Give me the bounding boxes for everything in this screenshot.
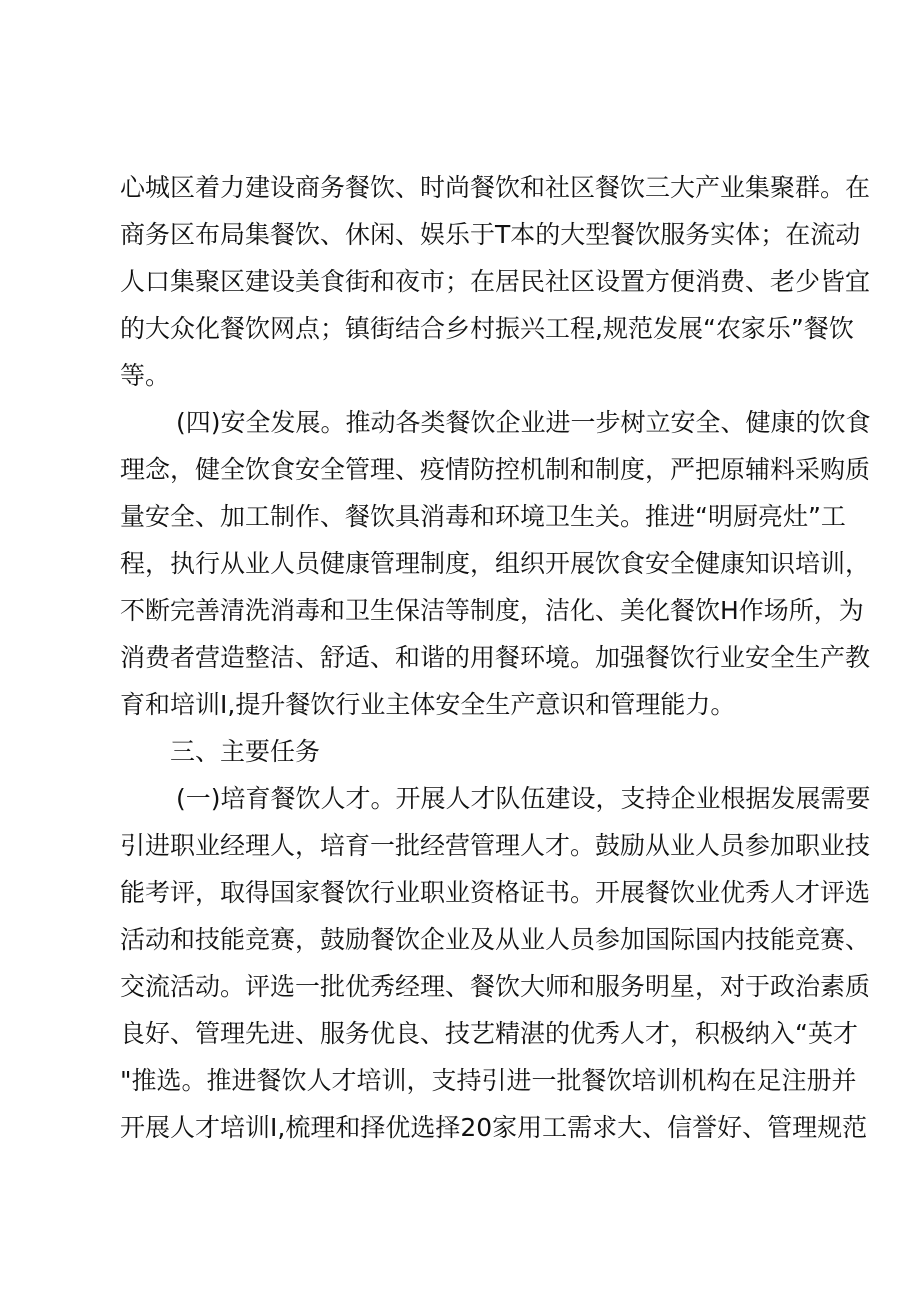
section-heading-line: (四)安全发展。推动各类餐饮企业进一步树立安全、健康的饮食 — [176, 408, 871, 437]
body-line: 量安全、加工制作、餐饮具消毒和环境卫生关。推进“明厨亮灶”工 — [120, 502, 846, 531]
body-line: 心城区着力建设商务餐饮、时尚餐饮和社区餐饮三大产业集聚群。在 — [120, 173, 871, 202]
body-line: 能考评，取得国家餐饮行业职业资格证书。开展餐饮业优秀人才评选 — [120, 878, 871, 907]
body-line: 良好、管理先进、服务优良、技艺精湛的优秀人才，积极纳入“英才 — [120, 1019, 858, 1048]
body-line: 人口集聚区建设美食街和夜市；在居民社区设置方便消费、老少皆宜 — [120, 267, 871, 296]
body-line: 等。 — [120, 361, 171, 390]
chapter-heading: 三、主要任务 — [170, 737, 321, 766]
body-line: 引进职业经理人，培育一批经营管理人才。鼓励从业人员参加职业技 — [120, 831, 871, 860]
body-line: 程，执行从业人员健康管理制度，组织开展饮食安全健康知识培训， — [120, 549, 871, 578]
body-line: 交流活动。评选一批优秀经理、餐饮大师和服务明星，对于政治素质 — [120, 972, 871, 1001]
document-body — [120, 168, 871, 1155]
body-line: 消费者营造整洁、舒适、和谐的用餐环境。加强餐饮行业安全生产教 — [120, 643, 871, 672]
body-line: 开展人才培训I,梳理和择优选择20家用工需求大、信誉好、管理规范 — [120, 1113, 868, 1142]
body-line: 育和培训I,提升餐饮行业主体安全生产意识和管理能力。 — [120, 690, 736, 719]
body-line: 理念，健全饮食安全管理、疫情防控机制和制度，严把原辅料采购质 — [120, 455, 871, 484]
body-line: 不断完善清洗消毒和卫生保洁等制度，洁化、美化餐饮H作场所，为 — [120, 596, 864, 625]
body-line: 的大众化餐饮网点；镇街结合乡村振兴工程,规范发展“农家乐”餐饮 — [120, 314, 854, 343]
body-line: "推选。推进餐饮人才培训，支持引进一批餐饮培训机构在足注册并 — [120, 1066, 857, 1095]
body-line: 商务区布局集餐饮、休闲、娱乐于T本的大型餐饮服务实体；在流动 — [120, 220, 861, 249]
section-heading-line: (一)培育餐饮人才。开展人才队伍建设，支持企业根据发展需要 — [176, 784, 871, 813]
body-line: 活动和技能竞赛，鼓励餐饮企业及从业人员参加国际国内技能竞赛、 — [120, 925, 871, 954]
